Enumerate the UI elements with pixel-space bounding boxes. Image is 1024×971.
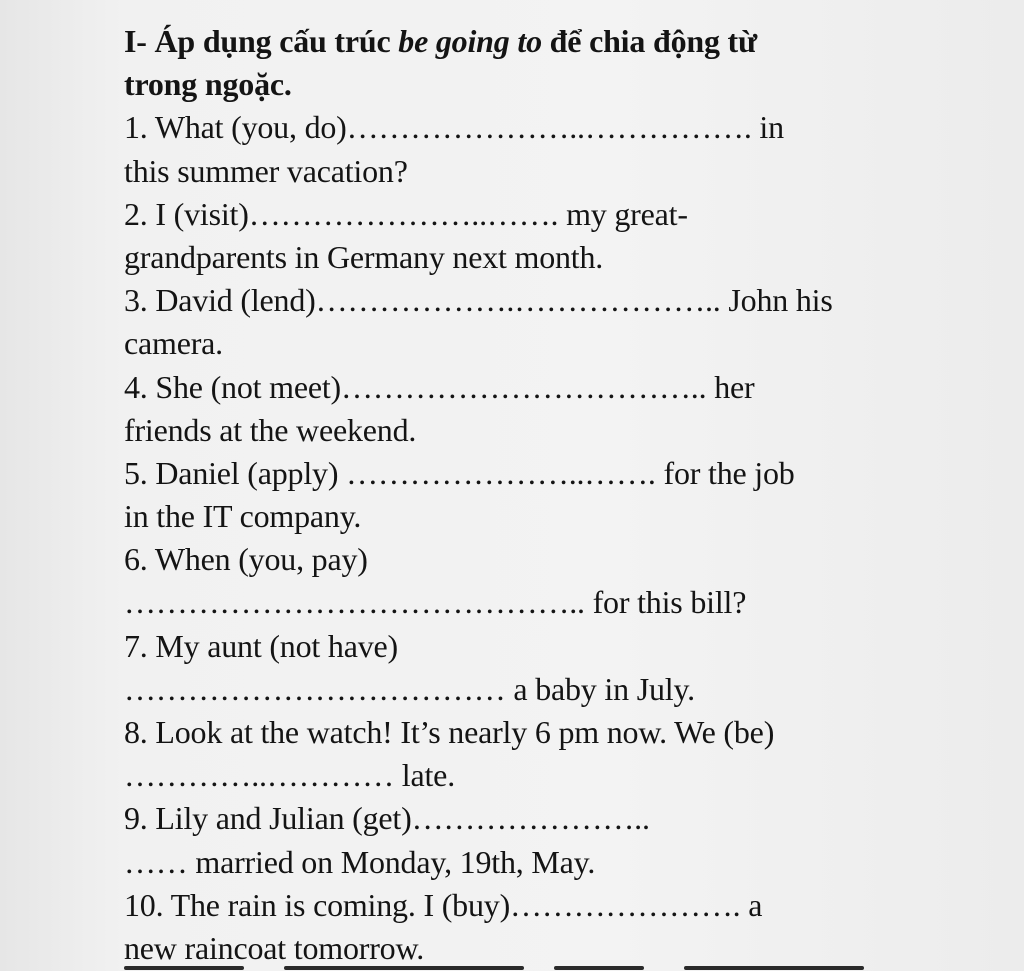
exercise-line-1: 1. What (you, do)…………………..……………. in xyxy=(124,109,784,146)
heading-line-1 xyxy=(124,20,924,63)
exercise-line-5: 3. David (lend)……………….……………….. John his xyxy=(124,282,833,319)
exercise-line-18: …… married on Monday, 19th, May. xyxy=(124,843,596,880)
heading-structure-italic: be going to xyxy=(398,23,542,59)
exercise-line-9: 5. Daniel (apply) …………………..……. for the job xyxy=(124,454,795,491)
heading-text-end: để chia động từ xyxy=(541,23,758,59)
exercise-line-4: grandparents in Germany next month. xyxy=(124,238,604,275)
exercise-line-10: in the IT company. xyxy=(124,498,362,535)
exercise-line-14: ……………………………… a baby in July. xyxy=(124,670,695,707)
exercise-line-17: 9. Lily and Julian (get)………………….. xyxy=(124,800,650,837)
exercise-line-19: 10. The rain is coming. I (buy)…………………. a xyxy=(124,886,763,923)
cropped-next-line xyxy=(124,958,924,971)
exercise-line-16: …………..………… late. xyxy=(124,757,455,794)
exercise-line-12: …………………………………….. for this bill? xyxy=(124,584,747,621)
exercise-line-11: 6. When (you, pay) xyxy=(124,541,368,578)
exercise-line-3: 2. I (visit)…………………..……. my great- xyxy=(124,195,688,232)
exercise-line-8: friends at the weekend. xyxy=(124,411,417,448)
heading-text-start: I- Áp dụng cấu trúc xyxy=(124,23,399,59)
heading-line-2: trong ngoặc. xyxy=(124,66,292,103)
exercise-line-20: new raincoat tomorrow. xyxy=(124,929,425,966)
exercise-content xyxy=(124,20,924,970)
exercise-line-15: 8. Look at the watch! It’s nearly 6 pm now. We (be) xyxy=(124,714,775,750)
exercise-line-13: 7. My aunt (not have) xyxy=(124,627,398,664)
exercise-line-7: 4. She (not meet)…………………………….. her xyxy=(124,368,755,405)
exercise-line-6: camera. xyxy=(124,325,223,362)
exercise-line-2: this summer vacation? xyxy=(124,152,408,189)
